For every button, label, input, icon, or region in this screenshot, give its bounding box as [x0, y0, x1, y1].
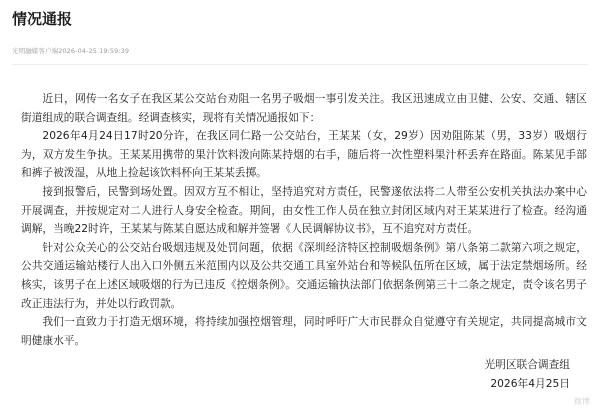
- signature-block: [484, 356, 570, 393]
- paragraph-incident: 2026年4月24日17时20分许，在我区同仁路一公交站台，王某某（女，29岁）因劝阻陈某（男，33岁）吸烟行为，双方发生争执。王某某用携带的果汁饮料泼向陈某持烟的右手，随后将一次性塑料果汁杯丢弃在路面。陈某见手部和裤子被泼湿，从地上捡起该饮料杯向王某某丢掷。: [21, 129, 587, 180]
- paragraph-intro: 近日，网传一名女子在我区某公交站台劝阻一名男子吸烟一事引发关注。我区迅速成立由卫健、公安、交通、辖区街道组成的联合调查组。经调查核实，现将有关情况通报如下：: [21, 92, 587, 124]
- divider: [12, 64, 588, 65]
- signature-date: 2026年4月25日: [490, 376, 570, 390]
- paragraph-closing: 我们一直致力于打造无烟环境，将持续加强控烟管理，同时呼吁广大市民群众自觉遵守有关规定，共同提高城市文明健康水平。: [21, 315, 587, 347]
- paragraph-regulation: 针对公众关心的公交站台吸烟违规及处罚问题，依据《深圳经济特区控制吸烟条例》第八条第二款第六项之规定，公共交通运输站楼行人出入口外侧五米范围内以及公共交通工具室外站台和等候队伍所在区域，属于法定禁烟场所。经核实，该男子在上述区域吸烟的行为已违反《控烟条例》。交通运输执法部门依据条例第三十二条之规定，责令该名男子改正违法行为，并处以行政罚款。: [21, 240, 587, 310]
- article-body: [21, 90, 587, 350]
- page-title: 情况通报: [12, 10, 73, 28]
- paragraph-police: 接到报警后，民警到场处置。因双方互不相让，坚持追究对方责任，民警遂依法将二人带至公安机关执法办案中心开展调查，并按规定对二人进行人身安全检查。期间，由女性工作人员在独立封闭区域内对王某某进行了检查。经沟通调解，当晚22时许，王某某与陈某自愿达成和解并签署《人民调解协议书》，互不追究对方责任。: [21, 184, 587, 236]
- watermark: 微博: [574, 397, 590, 406]
- source-meta: 光明融媒客户端2026-04-25 19:59:39: [12, 47, 130, 55]
- signature-org: 光明区联合调查组: [484, 358, 570, 371]
